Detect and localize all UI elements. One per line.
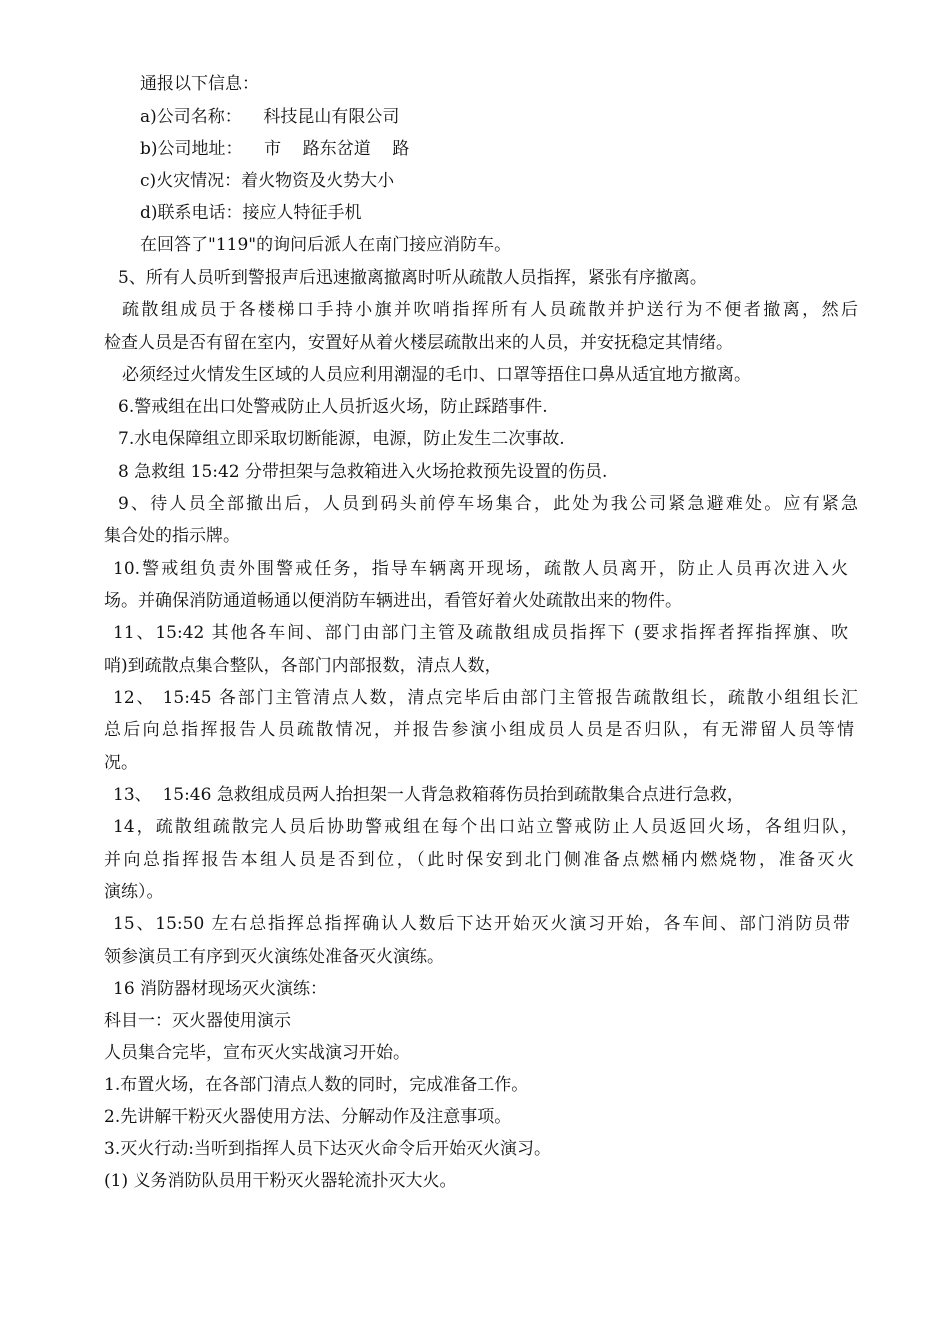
text-line: 场。并确保消防通道畅通以便消防车辆进出，看管好着火处疏散出来的物件。: [104, 591, 682, 611]
text-line: 1.布置火场，在各部门清点人数的同时，完成准备工作。: [104, 1075, 529, 1095]
text-line: 9、待人员全部撤出后，人员到码头前停车场集合，此处为我公司紧急避难处。应有紧急: [118, 494, 858, 514]
text-line: 3.灭火行动:当听到指挥人员下达灭火命令后开始灭火演习。: [104, 1139, 551, 1159]
text-line: 哨)到疏散点集合整队，各部门内部报数，清点人数，: [104, 656, 502, 676]
text-line: 并向总指挥报告本组人员是否到位，（此时保安到北门侧准备点燃桶内燃烧物，准备灭火: [104, 850, 854, 870]
text-line: 总后向总指挥报告人员疏散情况，并报告参演小组成员人员是否归队，有无滞留人员等情: [104, 720, 854, 740]
text-line: 通报以下信息：: [140, 74, 259, 94]
text-line: 8 急救组 15:42 分带担架与急救箱进入火场抢救预先设置的伤员.: [118, 462, 608, 482]
text-line: 科目一：灭火器使用演示: [104, 1011, 291, 1031]
text-line: 10.警戒组负责外围警戒任务，指导车辆离开现场，疏散人员离开，防止人员再次进入火: [113, 559, 848, 579]
text-line: 演练）。: [104, 882, 164, 902]
text-line: 5、所有人员听到警报声后迅速撤离撤离时听从疏散人员指挥，紧张有序撤离。: [118, 268, 707, 288]
text-line: 12、 15:45 各部门主管清点人数，清点完毕后由部门主管报告疏散组长，疏散小组组长汇: [113, 688, 858, 708]
text-line: 7.水电保障组立即采取切断能源，电源，防止发生二次事故.: [118, 429, 565, 449]
text-line: (1) 义务消防队员用干粉灭火器轮流扑灭大火。: [104, 1171, 457, 1191]
text-line: 14，疏散组疏散完人员后协助警戒组在每个出口站立警戒防止人员返回火场，各组归队，: [113, 817, 858, 837]
text-line: 检查人员是否有留在室内，安置好从着火楼层疏散出来的人员，并安抚稳定其情绪。: [104, 333, 733, 353]
text-line: 13、 15:46 急救组成员两人抬担架一人背急救箱蒋伤员抬到疏散集合点进行急救，: [113, 785, 744, 805]
text-line: 15、15:50 左右总指挥总指挥确认人数后下达开始灭火演习开始，各车间、部门消防员带: [113, 914, 850, 934]
text-line: 疏散组成员于各楼梯口手持小旗并吹哨指挥所有人员疏散并护送行为不便者撤离，然后: [122, 300, 858, 320]
text-line: a)公司名称： 科技昆山有限公司: [140, 107, 400, 127]
text-line: 16 消防器材现场灭火演练：: [113, 979, 328, 999]
text-line: b)公司地址： 市 路东岔道 路: [140, 139, 410, 159]
text-line: 人员集合完毕，宣布灭火实战演习开始。: [104, 1043, 410, 1063]
text-line: 11、15:42 其他各车间、部门由部门主管及疏散组成员指挥下 (要求指挥者挥指挥旗、吹: [113, 623, 848, 643]
text-line: 在回答了"119"的询问后派人在南门接应消防车。: [140, 235, 512, 255]
text-line: 集合处的指示牌。: [104, 526, 240, 546]
text-line: 必须经过火情发生区域的人员应利用潮湿的毛巾、口罩等捂住口鼻从适宜地方撤离。: [122, 365, 751, 385]
text-line: d)联系电话：接应人特征手机: [140, 203, 362, 223]
text-line: 6.警戒组在出口处警戒防止人员折返火场，防止踩踏事件.: [118, 397, 548, 417]
text-line: 领参演员工有序到灭火演练处准备灭火演练。: [104, 947, 444, 967]
text-line: 2.先讲解干粉灭火器使用方法、分解动作及注意事项。: [104, 1107, 512, 1127]
text-line: c)火灾情况：着火物资及火势大小: [140, 171, 395, 191]
text-line: 况。: [104, 753, 138, 773]
